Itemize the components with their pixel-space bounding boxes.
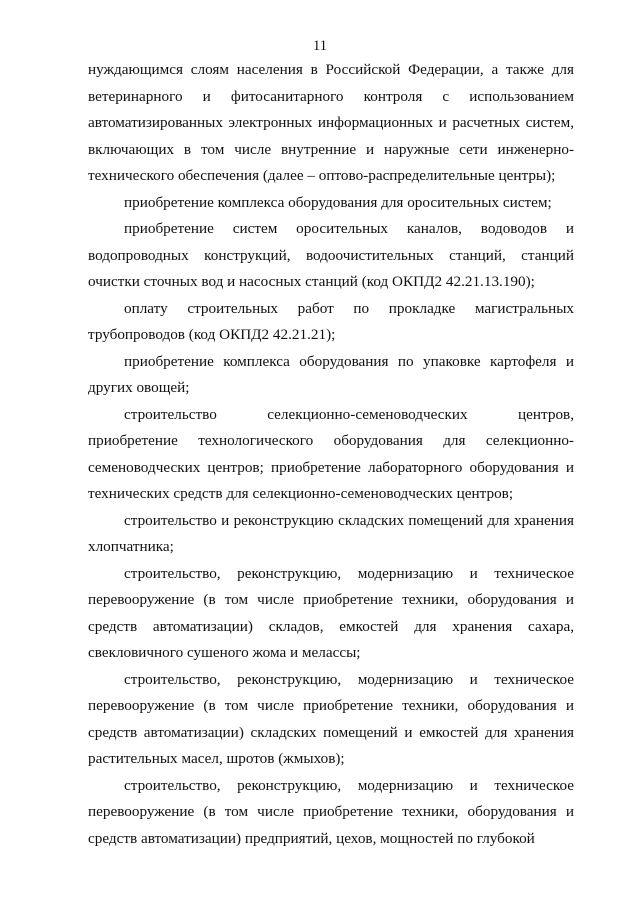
- paragraph-pipeline-works: оплату строительных работ по прокладке магистральных трубопроводов (код ОКПД2 42.21.21);: [88, 299, 574, 343]
- paragraph-potato-packing: приобретение комплекса оборудования по упаковке картофеля и других овощей;: [88, 352, 574, 396]
- paragraph-irrigation-equipment: приобретение комплекса оборудования для оросительных систем;: [124, 193, 552, 211]
- paragraph-wholesale-centers: нуждающимся слоям населения в Российской Федерации, а также для ветеринарного и фитосанитарного контроля с использованием автоматизированных электронных информационных и расчетных систем, включающих в том числе внутренние и наружные сети инженерно-технического обеспечения (далее – оптово-распределительные центры);: [88, 61, 574, 184]
- paragraph-cotton-storage: строительство и реконструкцию складских помещений для хранения хлопчатника;: [88, 511, 574, 555]
- paragraph-sugar-storage: строительство, реконструкцию, модернизацию и техническое перевооружение (в том числе приобретение техники, оборудования и средств автоматизации) складов, емкостей для хранения сахара, свекловичного сушеного жома и мелассы;: [88, 564, 574, 661]
- page-number: 11: [313, 38, 327, 54]
- document-body: [88, 57, 574, 852]
- paragraph-deep-processing: строительство, реконструкцию, модернизацию и техническое перевооружение (в том числе приобретение техники, оборудования и средств автоматизации) предприятий, цехов, мощностей по глубокой: [88, 776, 574, 847]
- paragraph-irrigation-canals: приобретение систем оросительных каналов, водоводов и водопроводных конструкций, водоочистительных станций, станций очистки сточных вод и насосных станций (код ОКПД2 42.21.13.190);: [88, 220, 574, 290]
- paragraph-seed-centers: строительство селекционно-семеноводческих центров, приобретение технологического оборудования для селекционно-семеноводческих центров; приобретение лабораторного оборудования и технических средств для селекционно-семеноводческих центров;: [88, 405, 574, 502]
- paragraph-oil-storage: строительство, реконструкцию, модернизацию и техническое перевооружение (в том числе приобретение техники, оборудования и средств автоматизации) складских помещений и емкостей для хранения растительных масел, шротов (жмыхов);: [88, 670, 574, 767]
